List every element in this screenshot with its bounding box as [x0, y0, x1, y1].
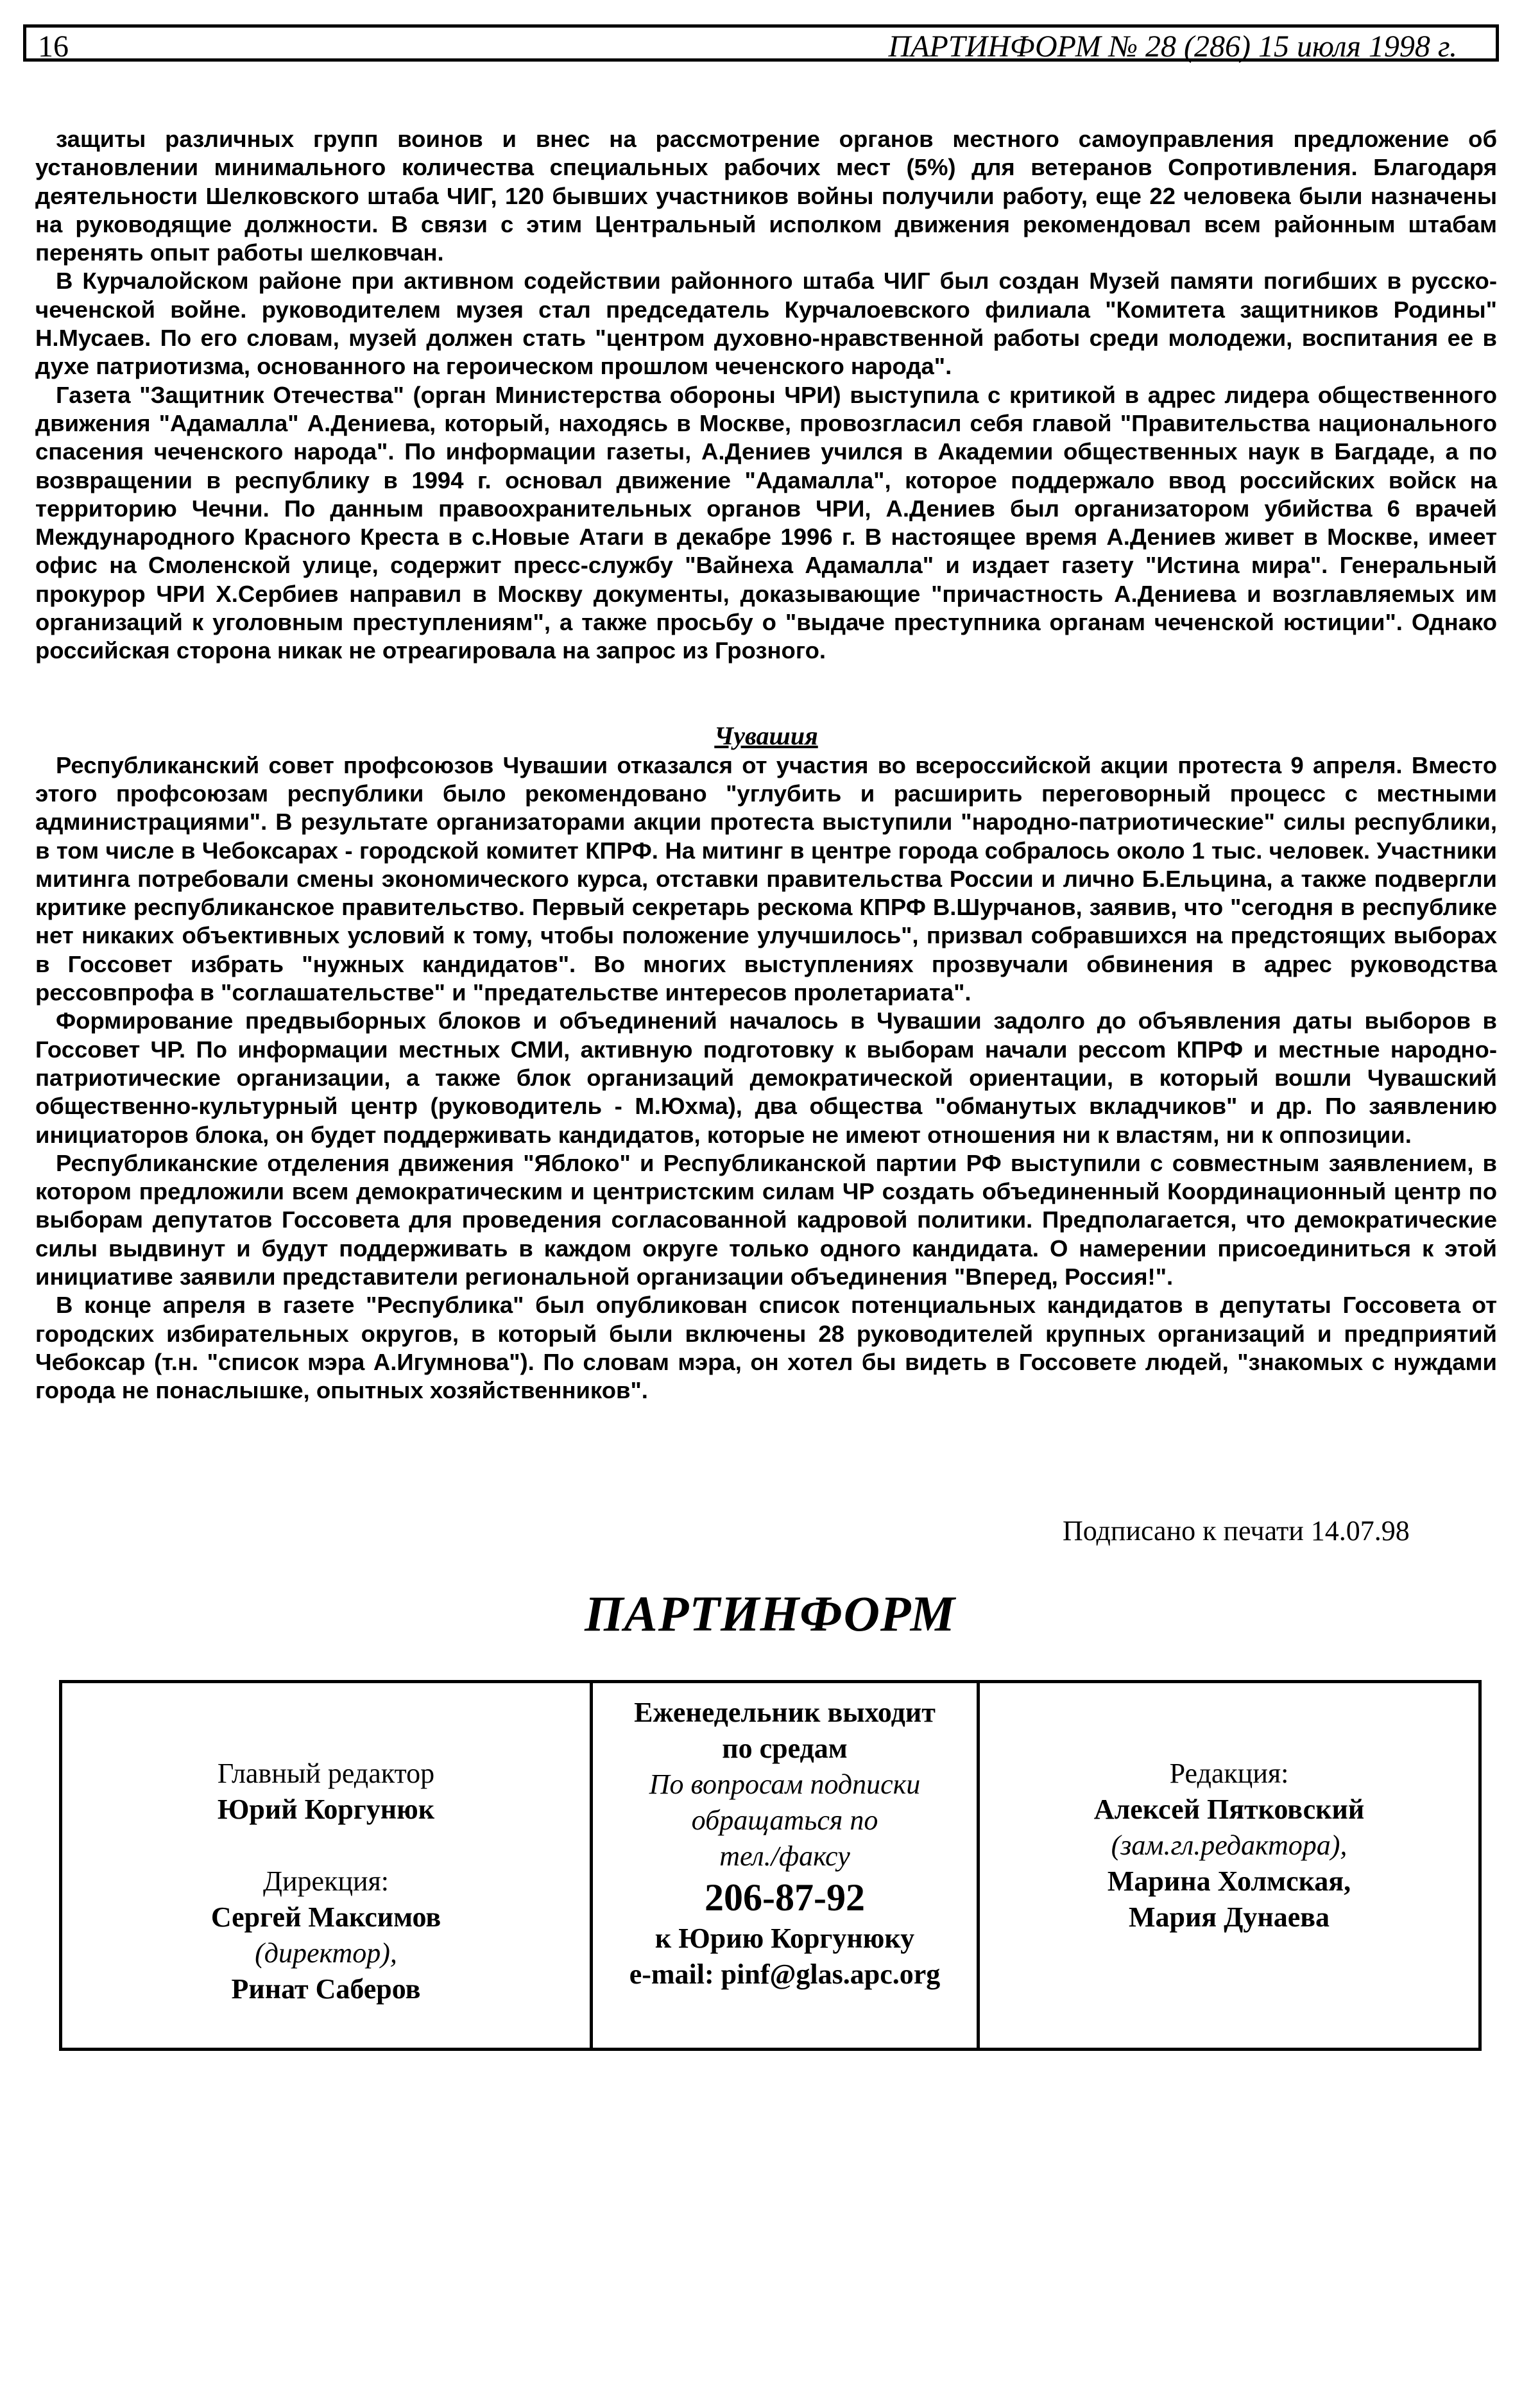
- editorial-role: (зам.гл.редактора),: [1111, 1829, 1348, 1861]
- imprint-editorial-column: [980, 1683, 1478, 2048]
- contact-person: к Юрию Коргунюку: [654, 1923, 915, 1954]
- editor-label: Главный редактор: [217, 1758, 435, 1789]
- email-address: e-mail: pinf@glas.apc.org: [629, 1958, 941, 1990]
- editorial-name: Алексей Пятковский: [1093, 1794, 1365, 1825]
- spacer: [35, 665, 1497, 722]
- editorial-name: Марина Холмская,: [1107, 1865, 1351, 1897]
- paragraph: Республиканские отделения движения "Яблоко" и Республиканской партии РФ выступили с совместным заявлением, в котором предложили всем демократическим и центристским силам ЧР создать объединенный Координационный центр по выборам депутатов Госсовета для проведения согласованной кадровой политики. Предполагается, что демократические силы выдвинут и будут поддерживать в каждом округе только одного кандидата. О намерении присоединиться к этой инициативе заявили представители региональной организации объединения "Вперед, Россия!".: [35, 1149, 1497, 1290]
- page-header: [23, 24, 1499, 62]
- phone-number: 206-87-92: [705, 1876, 865, 1919]
- paragraph: Формирование предвыборных блоков и объединений началось в Чувашии задолго до объявления даты выборов в Госсовет ЧР. По информации местных СМИ, активную подготовку к выборам начали ресcom КПРФ и местные народно-патриотические организации, а также блок организаций демократической ориентации, в который вошли Чувашский общественно-культурный центр (руководитель - М.Юхма), два общества "обманутых вкладчиков" и др. По заявлению инициаторов блока, он будет поддерживать кандидатов, которые не имеют отношения ни к властям, ни к оппозиции.: [35, 1007, 1497, 1148]
- paragraph: В конце апреля в газете "Республика" был опубликован список потенциальных кандидатов в депутаты Госсовета от городских избирательных округов, в который были включены 28 руководителей крупных организаций и предприятий Чебоксар (т.н. "список мэра А.Игумнова"). По словам мэра, он хотел бы видеть в Госсовете людей, "знакомых с нуждами города не понаслышке, опытных хозяйственников".: [35, 1292, 1497, 1404]
- paragraph: защиты различных групп воинов и внес на рассмотрение органов местного самоуправления предложение об установлении минимального количества специальных рабочих мест (5%) для ветеранов Сопротивления. Благодаря деятельности Шелковского штаба ЧИГ, 120 бывших участников войны получили работу, еще 22 человека были назначены на руководящие должности. В связи с этим Центральный исполком движения рекомендовал всем районным штабам перенять опыт работы шелковчан.: [35, 126, 1497, 266]
- weekly-line: по средам: [722, 1733, 848, 1764]
- signed-to-print: Подписано к печати 14.07.98: [1063, 1515, 1410, 1547]
- article-body: [35, 125, 1497, 1405]
- editorial-name: Мария Дунаева: [1128, 1901, 1330, 1933]
- director-name: Сергей Максимов: [210, 1901, 441, 1933]
- paragraph: Газета "Защитник Отечества" (орган Министерства обороны ЧРИ) выступила с критикой в адрес лидера общественного движения "Адамалла" А.Дениева, который, находясь в Москве, провозгласил себя главой "Правительства национального спасения чеченского народа". По информации газеты, А.Дениев учился в Академии общественных наук в Багдаде, а по возвращении в республику в 1994 г. основал движение "Адамалла", которое поддержало ввод российских войск на территорию Чечни. По данным правоохранительных органов ЧРИ, А.Дениев был организатором убийства 6 врачей Международного Красного Креста в с.Новые Атаги в декабре 1996 г. В настоящее время А.Дениев живет в Москве, имеет офис на Смоленской улице, содержит пресс-службу "Вайнеха Адамалла" и издает газету "Истина мира". Генеральный прокурор ЧРИ Х.Сербиев направил в Москву документы, доказывающие "причастность А.Дениева и возглавляемых им организаций к уголовным преступлениям", а также просьбу о "выдаче преступника органам чеченской юстиции". Однако российская сторона никак не отреагировала на запрос из Грозного.: [35, 381, 1497, 664]
- page-number: 16: [38, 30, 69, 64]
- directorate-label: Дирекция:: [262, 1865, 389, 1897]
- weekly-line: Еженедельник выходит: [634, 1697, 936, 1728]
- imprint-contact-column: [590, 1683, 980, 2048]
- director-role: (директор),: [255, 1937, 397, 1969]
- editor-name: Юрий Коргунюк: [217, 1794, 435, 1825]
- subscription-line: обращаться по: [691, 1804, 878, 1836]
- editorial-label: Редакция:: [1169, 1758, 1289, 1789]
- paragraph: Республиканский совет профсоюзов Чувашии отказался от участия во всероссийской акции протеста 9 апреля. Вместо этого профсоюзам республики было рекомендовано "углубить и расширить переговорный процесс с местными администрациями". В результате организаторами акции протеста выступили "народно-патриотические" силы республики, в том числе в Чебоксарах - городской комитет КПРФ. На митинг в центре города собралось около 1 тыс. человек. Участники митинга потребовали смены экономического курса, отставки правительства России и лично Б.Ельцина, а также подвергли критике республиканское правительство. Первый секретарь рескома КПРФ В.Шурчанов, заявив, что "сегодня в республике нет никаких объективных условий к тому, чтобы положение улучшилось", призвал собравшихся на предстоящих выборах в Госсовет избрать "нужных кандидатов". Во многих выступлениях прозвучали обвинения в адрес руководства рессовпрофа в "соглашательстве" и "предательстве интересов пролетариата".: [35, 751, 1497, 1006]
- subscription-line: тел./факсу: [719, 1840, 850, 1872]
- imprint-editor-column: [62, 1683, 590, 2048]
- section-title: Чувашия: [714, 721, 818, 750]
- imprint-box: [59, 1680, 1482, 2051]
- director2-name: Ринат Саберов: [231, 1973, 421, 2005]
- subscription-line: По вопросам подписки: [649, 1769, 921, 1800]
- masthead-title: ПАРТИНФОРМ: [585, 1586, 955, 1641]
- paragraph: В Курчалойском районе при активном содействии районного штаба ЧИГ был создан Музей памяти погибших в русско-чеченской войне. руководителем музея стал председатель Курчалоевского филиала "Комитета защитников Родины" Н.Мусаев. По его словам, музей должен стать "центром духовно-нравственной работы среди молодежи, воспитания ее в духе патриотизма, основанного на героическом прошлом чеченского народа".: [35, 268, 1497, 380]
- issue-line: ПАРТИНФОРМ № 28 (286) 15 июля 1998 г.: [888, 30, 1457, 64]
